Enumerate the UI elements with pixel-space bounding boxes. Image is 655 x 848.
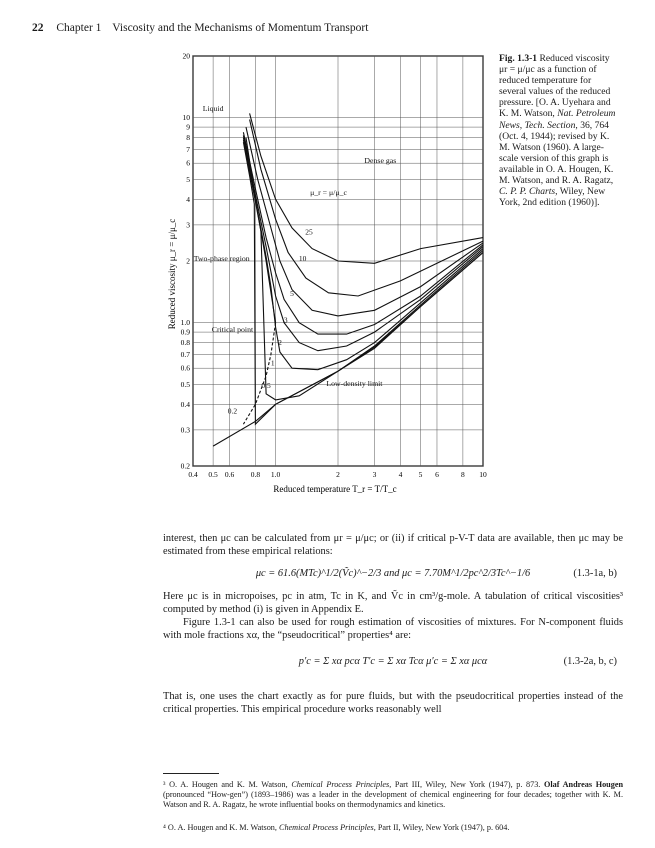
- footnote-3-name: Olaf Andreas Hougen: [544, 780, 624, 789]
- y-tick-label: 0.7: [180, 349, 190, 359]
- footnote-3-b: , Part III, Wiley, New York (1947), p. 873.: [389, 780, 544, 789]
- caption-text3: , Wiley, New York, 2nd edition (1960)].: [499, 186, 606, 209]
- paragraph-4: That is, one uses the chart exactly as for pure fluids, but with the pseudocritical properties instead of the critical properties. This empirical procedure works reasonably well: [163, 691, 623, 715]
- series-label: 0.2: [227, 406, 238, 416]
- chart-annotation: Low-density limit: [326, 379, 383, 389]
- footnote-4-a: ⁴ O. A. Hougen and K. M. Watson,: [163, 823, 279, 832]
- caption-text2: , 36, 764 (Oct. 4, 1944); revised by K. M. Watson (1960). A large-scale version of this graph is available in O. A. Hougen, K. M. Watson, and R. A. Ragatz,: [499, 119, 614, 187]
- y-ticks: [181, 52, 191, 471]
- caption-text: Reduced viscosity μr = μ/μc as a function of reduced temperature for several values of the reduced pressure. [O. A. Uyehara and K. M. Watson,: [499, 53, 611, 120]
- chart-annotation: Liquid: [202, 103, 224, 113]
- y-tick-label: 8: [186, 133, 190, 143]
- chapter-title: Viscosity and the Mechanisms of Momentum Transport: [112, 22, 369, 34]
- series-label: 2: [278, 337, 282, 347]
- viscosity-chart: [165, 44, 495, 502]
- y-tick-label: 0.4: [180, 399, 190, 409]
- series-line: [250, 120, 483, 297]
- x-tick-label: 0.8: [250, 470, 261, 479]
- footnote-3-a: ³ O. A. Hougen and K. M. Watson,: [163, 780, 292, 789]
- chart-annotation: Two-phase region: [193, 254, 250, 263]
- footnote-4-b: , Part II, Wiley, New York (1947), p. 604.: [373, 823, 510, 832]
- paragraph-1: interest, then μc can be calculated from μr = μ/μc; or (ii) if critical p-V-T data are available, then μc may be estimated from these empirical relations:: [163, 533, 623, 557]
- footnote-3-c: (pronounced “How-gen”) (1893–1986) was a leader in the development of chemical engineering for four decades; together with K. M. Watson and R. A. Ragatz, he wrote influential books on thermodynamics and kinetics.: [163, 790, 623, 810]
- footnote-4: [163, 823, 623, 833]
- series-line: [243, 132, 483, 334]
- y-tick-label: 0.3: [180, 425, 190, 435]
- equation-1-number: (1.3-1a, b): [573, 568, 617, 579]
- y-tick-label: 9: [186, 122, 190, 132]
- chapter-label: Chapter 1: [56, 22, 102, 34]
- series-label: 1: [270, 358, 275, 368]
- y-tick-label: 6: [186, 158, 190, 168]
- y-tick-label: 20: [182, 51, 190, 61]
- paragraph-2: Here μc is in micropoises, pc in atm, Tc in K, and Ṽc in cm³/g-mole. A tabulation of critical viscosities³ computed by method (i) is given in Appendix E.: [163, 591, 623, 615]
- x-tick-label: 1.0: [270, 470, 281, 479]
- series-label: 5: [290, 288, 294, 298]
- footnote-4-book: Chemical Process Principles: [278, 823, 374, 832]
- y-tick-label: 0.6: [180, 363, 190, 373]
- series-line: [250, 113, 483, 263]
- series-label: 0.5: [261, 381, 271, 391]
- x-tick-label: 6: [435, 470, 439, 479]
- equation-1-3-1: [163, 568, 623, 579]
- chart-annotation: Critical point: [211, 325, 254, 335]
- series-label: 10: [298, 254, 307, 263]
- chart-annotation: μ_r = μ/μ_c: [310, 187, 347, 197]
- footnote-rule: [163, 773, 219, 774]
- series-line: [243, 138, 483, 370]
- x-axis-label: Reduced temperature T_r = T/T_c: [273, 484, 397, 494]
- y-tick-label: 3: [186, 220, 190, 230]
- y-tick-label: 2: [186, 256, 190, 266]
- x-tick-label: 3: [372, 470, 377, 479]
- y-tick-label: 7: [186, 144, 190, 154]
- equation-1-text: μc = 61.6(MTc)^1/2(Ṽc)^−2/3 and μc = 7.70M^1/2pc^2/3Tc^−1/6: [255, 568, 531, 579]
- y-tick-label: 10: [182, 113, 190, 123]
- equation-2-text: p′c = Σ xα pcα T′c = Σ xα Tcα μ′c = Σ xα μcα: [298, 656, 488, 667]
- x-tick-label: 0.6: [224, 470, 235, 479]
- x-tick-label: 2: [336, 470, 340, 479]
- y-tick-label: 1.0: [180, 318, 190, 328]
- series-line: [243, 135, 483, 350]
- x-tick-label: 5: [418, 470, 423, 479]
- equation-2-number: (1.3-2a, b, c): [563, 656, 617, 667]
- y-tick-label: 0.8: [180, 338, 190, 348]
- figure-caption: [499, 53, 619, 208]
- series-label: 25: [305, 227, 313, 237]
- page-header: [32, 22, 368, 34]
- x-tick-label: 10: [479, 470, 487, 479]
- x-tick-label: 8: [461, 470, 465, 479]
- series-label: 3: [283, 315, 288, 325]
- page-number: 22: [32, 22, 44, 34]
- caption-journal: Nat. Petroleum News, Tech. Section: [499, 108, 616, 131]
- y-tick-label: 0.9: [180, 327, 190, 337]
- caption-book: C. P. P. Charts: [499, 186, 556, 198]
- y-tick-label: 4: [186, 194, 190, 204]
- y-axis-label: Reduced viscosity μ_r = μ/μ_c: [167, 218, 177, 330]
- equation-1-3-2: [163, 656, 623, 667]
- x-tick-label: 4: [398, 470, 403, 479]
- footnote-3-book: Chemical Process Principles: [291, 780, 390, 789]
- y-tick-label: 0.2: [180, 461, 190, 471]
- chart-annotation: Dense gas: [364, 156, 397, 166]
- series-line: [243, 140, 483, 400]
- y-tick-label: 5: [186, 174, 190, 184]
- figure-label: Fig. 1.3-1: [499, 53, 538, 64]
- x-tick-label: 0.5: [208, 470, 218, 479]
- x-ticks: [188, 470, 487, 479]
- footnote-3: [163, 780, 623, 811]
- y-tick-label: 0.5: [180, 379, 190, 389]
- paragraph-3: Figure 1.3-1 can also be used for rough estimation of viscosities of mixtures. For N-component fluids with mole fractions xα, the “pseudocritical” properties⁴ are:: [163, 617, 623, 641]
- x-tick-label: 0.4: [188, 470, 198, 479]
